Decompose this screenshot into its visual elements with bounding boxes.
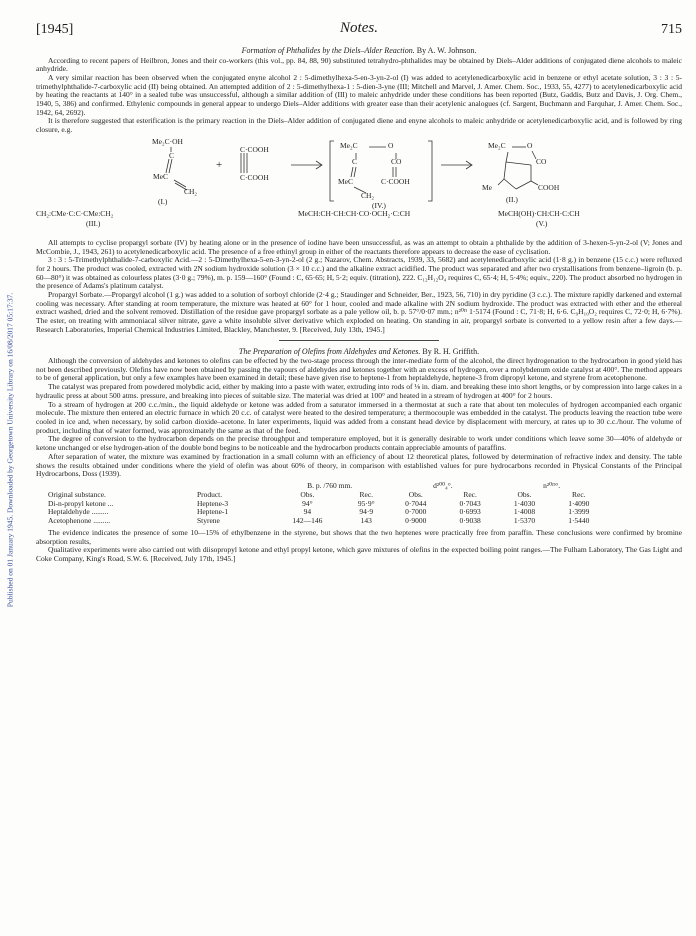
scheme-product-me: Me xyxy=(482,182,492,192)
scheme-formula-iii: CH₂:CMe·C:C·CMe:CH₂ xyxy=(36,208,114,218)
header-title: Notes. xyxy=(340,20,378,36)
article1-paragraph-3: It is therefore suggested that esterification is the primary reaction in the Diels–Alder addition of conjugated diene and enyne alcohols to maleic anhydride or acetylenedicarboxylic acid, and is followed by ring closure, e.g. xyxy=(36,116,682,135)
cell-n-rec: 1·3999 xyxy=(568,507,590,517)
col-n-rec: Rec. xyxy=(572,489,586,499)
article2-paragraph-1: Although the conversion of aldehydes and ketones to olefins can be effected by the two-stage process through the inter-mediate form of the alcohol, the direct hydrogenation to the hydrocarbon in good yield has not been described previously. Olefins have now been obtained by passing the vapours of aldehydes and ketones together with an excess of hydrogen, over a molybdenum oxide catalyst at 400°. The method appears to be of general application, but only a few examples have been examined in detail; these have given rise to heptene-1 from heptaldehyde, heptene-3 from dipropyl ketone, and styrene from acetophenone. xyxy=(36,356,682,383)
cell-n-rec: 1·5440 xyxy=(568,516,590,526)
scheme-label-v: (V.) xyxy=(536,218,548,228)
cell-n-obs: 1·5370 xyxy=(513,516,536,526)
cell-d-obs: 0·7000 xyxy=(405,507,427,517)
scheme-int-co: CO xyxy=(391,156,402,166)
scheme-label-iii: (III.) xyxy=(86,218,101,228)
scheme-int-mec: MeC xyxy=(338,176,353,186)
article1-paragraph-5: 3 : 3 : 5-Trimethylphthalide-7-carboxylic Acid.—2 : 5-Dimethylhexa-5-en-3-yn-2-ol (2 g.; Nazarov, Chem. Abstracts, 1939, 33, 5682) and acetylenedicarboxylic acid (1·8 g.) in benzene (15 c.c.) were refluxed for 2 hours. The product was cooled, extracted with 2N sodium hydroxide solution (3 × 10 c.c.) and the alkaline extract acidified. The product was separated and after two crystallisations from benzene–ligroin (b. p. 60—80°) it was obtained as colourless plates (3·0 g.; 79%), m. p. 159—160° (Found : C, 65·65; H, 5·2; equiv. (titration), 222. C₁₂H₁₂O₄ requires C, 65·4; H, 5·4%; equiv., 220). The product absorbed no hydrogen in the presence of Adams's platinum catalyst. xyxy=(36,255,682,291)
article2-paragraph-2: The catalyst was prepared from powdered molybdic acid, either by making into a paste with water, extruding into rods of ⅛ in. diam. and breaking these into short lengths, or by compression into large cakes in a hydraulic press at about 500 atms. pressure, and breaking into pieces of suitable size. The material was dried at 100° and heated in a stream of hydrogen at 400° for 2 hours. xyxy=(36,382,682,400)
cell-bp-rec: 95·9° xyxy=(357,498,375,508)
reaction-scheme-bonds xyxy=(36,137,682,237)
article1-paragraph-6: Propargyl Sorbate.—Propargyl alcohol (1 g.) was added to a solution of sorboyl chloride (2·4 g.; Staudinger and Schneider, Ber., 1923, 56, 710) in dry pyridine (3 c.c.). The mixture rapidly darkened and external cooling was necessary. After standing at room temperature, the mixture was heated at 60° for 1 hour, cooled and made alkaline with 2N sodium hydroxide. The product was extracted with ether and the ethereal extract washed, dried and the solvent removed. Distillation of the residue gave propargyl sorbate as a pale yellow oil, b. p. 57°/0·07 mm.; n²⁰ᴰ 1·5174 (Found : C, 71·8; H, 6·6. C₉H₁₀O₂ requires C, 72·0; H, 6·7%). The ester, on treating with ammoniacal silver nitrate, gave a white insoluble silver derivative which exploded on heating. On standing in air, propargyl sorbate is converted to a yellow resin after a few days.—Research Laboratories, Imperial Chemical Industries Limited, Blackley, Manchester, 9. [Received, July 13th, 1945.] xyxy=(36,290,682,334)
article2-title: The Preparation of Olefins from Aldehydes and Ketones. xyxy=(238,346,421,356)
scheme-mec: MeC xyxy=(153,171,168,181)
cell-d-rec: 0·9038 xyxy=(459,516,481,526)
cell-product: Styrene xyxy=(196,516,220,526)
article-separator xyxy=(279,340,439,341)
group-boiling-point: B. p. /760 mm. xyxy=(307,480,353,490)
header-year: [1945] xyxy=(36,22,74,37)
cell-product: Heptene-3 xyxy=(196,498,229,508)
article1-author: By A. W. Johnson. xyxy=(416,46,477,55)
scheme-int-ch2: CH₂ xyxy=(361,190,375,200)
cell-substance: Heptaldehyde ......... xyxy=(48,507,109,517)
cell-bp-obs: 142—146 xyxy=(292,516,323,526)
scheme-product-co: CO xyxy=(536,156,547,166)
article1-title: Formation of Phthalides by the Diels–Alder Reaction. xyxy=(241,46,415,55)
cell-n-obs: 1·4030 xyxy=(513,498,536,508)
article2-paragraph-4: The degree of conversion to the hydrocarbon depends on the precise throughput and temperature employed, but it is generally desirable to work under conditions which leave some 30—40% of aldehyde or ketone unchanged or else hydrogen-ation of the double bond begins to be noticeable and the hydrocarbon products contain appreciable amounts of paraffins. xyxy=(36,434,682,453)
cell-bp-obs: 94 xyxy=(303,507,312,517)
results-table xyxy=(46,482,606,526)
scheme-product-o: O xyxy=(527,140,533,150)
article1-paragraph-1: According to recent papers of Heilbron, Jones and their co-workers (this vol., pp. 84, 88, 90) substituted tetrahydro-phthalides may be obtained by Diels–Alder additions of conjugated diene alcohols to maleic anhydride. xyxy=(36,55,682,74)
table-row xyxy=(46,517,606,526)
scheme-label-ii: (II.) xyxy=(506,194,518,204)
col-n-obs: Obs. xyxy=(517,489,532,499)
scheme-cooh-bottom: C·COOH xyxy=(240,172,269,182)
cell-substance: Acetophenone ......... xyxy=(48,516,111,526)
cell-d-obs: 0·9000 xyxy=(405,516,427,526)
scheme-int-ccooh: C·COOH xyxy=(381,176,410,186)
col-bp-obs: Obs. xyxy=(300,489,315,499)
cell-bp-rec: 143 xyxy=(360,516,372,526)
scheme-formula-iv: MeCH:CH·CH:CH·CO·OCH₂·C:CH xyxy=(298,208,411,218)
scheme-cooh-top: C·COOH xyxy=(240,144,269,154)
scheme-ch2: CH₂ xyxy=(184,186,198,196)
download-watermark-text: Published on 01 January 1945. Downloaded by Georgetown University Library on 16/08/2017 05:17:37. xyxy=(5,292,15,608)
col-product: Product. xyxy=(196,489,223,499)
col-bp-rec: Rec. xyxy=(359,489,374,499)
cell-d-rec: 0·6993 xyxy=(459,507,481,517)
article2-paragraph-5: After separation of water, the mixture was examined by fractionation in a small column with an efficiency of about 12 theoretical plates, followed by determination of refractive index and density. The table shows the results obtained under conditions where the yield of olefin was about 60% of theory, in comparison with established values for pure hydrocarbons recorded in Physical Constants of the Principal Hydrocarbons, Doss (1939). xyxy=(36,451,682,479)
cell-bp-rec: 94·9 xyxy=(359,507,374,517)
scheme-product-cooh: COOH xyxy=(538,182,560,192)
scheme-plus: + xyxy=(216,158,223,171)
header-page-number: 715 xyxy=(661,22,682,37)
page xyxy=(36,0,682,564)
cell-bp-obs: 94° xyxy=(302,498,313,508)
cell-d-obs: 0·7044 xyxy=(405,498,427,508)
article2-paragraph-7: Qualitative experiments were also carried out with diisopropyl ketone and ethyl propyl ketone, which gave mixtures of olefins in the expected boiling point ranges.—The Fulham Laboratory, The Gas Light and Coke Company, King's Road, S.W. 6. [Received, July 17th, 1945.] xyxy=(36,545,682,563)
reaction-scheme xyxy=(36,137,682,237)
article1-paragraph-2: A very similar reaction has been observed when the conjugated enyne alcohol 2 : 5-dimethylhexa-5-en-3-yn-2-ol (I) was added to acetylenedicarboxylic acid in benzene or ethyl acetate solution, 3 : 3 : 5-trimethylphthalide-7-carboxylic acid (II) being obtained. An attempted addition of 2 : 5-dimethylhexa-1 : 5-dien-3-yne (III; Mitchell and Marvel, J. Amer. Chem. Soc., 1933, 55, 4277) to acetylenedicarboxylic acid by heating the reactants at 140° in a sealed tube was unsuccessful, although a similar addition of (III) to maleic anhydride under these conditions has been reported (Butz, Gaddis, Butz and Davis, J. Org. Chem., 1940, 5, 386) and confirmed. Ethylenic compounds in general appear to undergo Diels–Alder additions with greater ease than their acetylenic analogues (cf. Sargent, Buchmann and Farquhar, J. Amer. Chem. Soc., 1942, 64, 2692). xyxy=(36,72,682,117)
col-d-obs: Obs. xyxy=(408,489,423,499)
article2-paragraph-6: The evidence indicates the presence of some 10—15% of ethylbenzene in the styrene, but shows that the two heptenes were practically free from paraffin. These conclusions were confirmed by bromine absorption results, xyxy=(36,527,682,546)
scheme-me2c-oh: Me₂C·OH xyxy=(152,136,183,146)
scheme-c-top: C xyxy=(169,150,175,160)
article2-paragraph-3: To a stream of hydrogen at 200 c.c./min., the liquid aldehyde or ketone was added from a saturator immersed in a thermostat at such a rate that about ten molecules of hydrogen accompanied each organic molecule. The mixture then entered an electric furnace in which 20 c.c. of catalyst were heated to the desired temperature; a thermocouple was embedded in the catalyst. The products leaving the reaction tube were cooled in ice and, when necessary, by solid carbon dioxide–acetone. In later experiments, liquid was added from a constant head device by displacement with mercury, at rates up to 30 c.c./hour. The volume of product, including that of water formed, was approximately the same as that of the feed. xyxy=(36,399,682,435)
article1-heading xyxy=(36,46,682,56)
col-d-rec: Rec. xyxy=(463,489,477,499)
article2-heading xyxy=(36,347,682,357)
cell-product: Heptene-1 xyxy=(196,507,229,517)
download-watermark xyxy=(2,140,18,760)
scheme-int-c: C xyxy=(352,156,358,166)
cell-n-rec: 1·4090 xyxy=(568,498,590,508)
group-refractive-index: n²⁰ᴰ°. xyxy=(543,480,561,490)
scheme-label-i: (I.) xyxy=(158,196,168,206)
col-original-substance: Original substance. xyxy=(48,489,106,499)
article2-author: By R. H. Griffith. xyxy=(422,346,480,356)
scheme-int-o: O xyxy=(388,140,394,150)
scheme-label-iv: (IV.) xyxy=(372,200,386,210)
cell-d-rec: 0·7043 xyxy=(459,498,481,508)
cell-n-obs: 1·4008 xyxy=(513,507,536,517)
running-header xyxy=(36,0,682,40)
scheme-formula-v: MeCH(OH)·CH:CH·C:CH xyxy=(498,208,580,218)
cell-substance: Di-n-propyl ketone ... xyxy=(48,498,114,508)
group-density: d²⁰⁰₄°. xyxy=(433,480,453,490)
scheme-product-me2c: Me₂C xyxy=(488,140,506,150)
article1-paragraph-4: All attempts to cyclise propargyl sorbate (IV) by heating alone or in the presence of iodine have been unsuccessful, as was an attempt to obtain a phthalide by the addition of 3-hexen-5-yn-2-ol (V; Jones and McCombie, J., 1943, 261) to acetylenedicarboxylic acid. The presence of a free ethinyl group in either of the reactants therefore appears to decrease the ease of cyclisation. xyxy=(36,237,682,256)
scheme-int-me2c: Me₂C xyxy=(340,140,358,150)
